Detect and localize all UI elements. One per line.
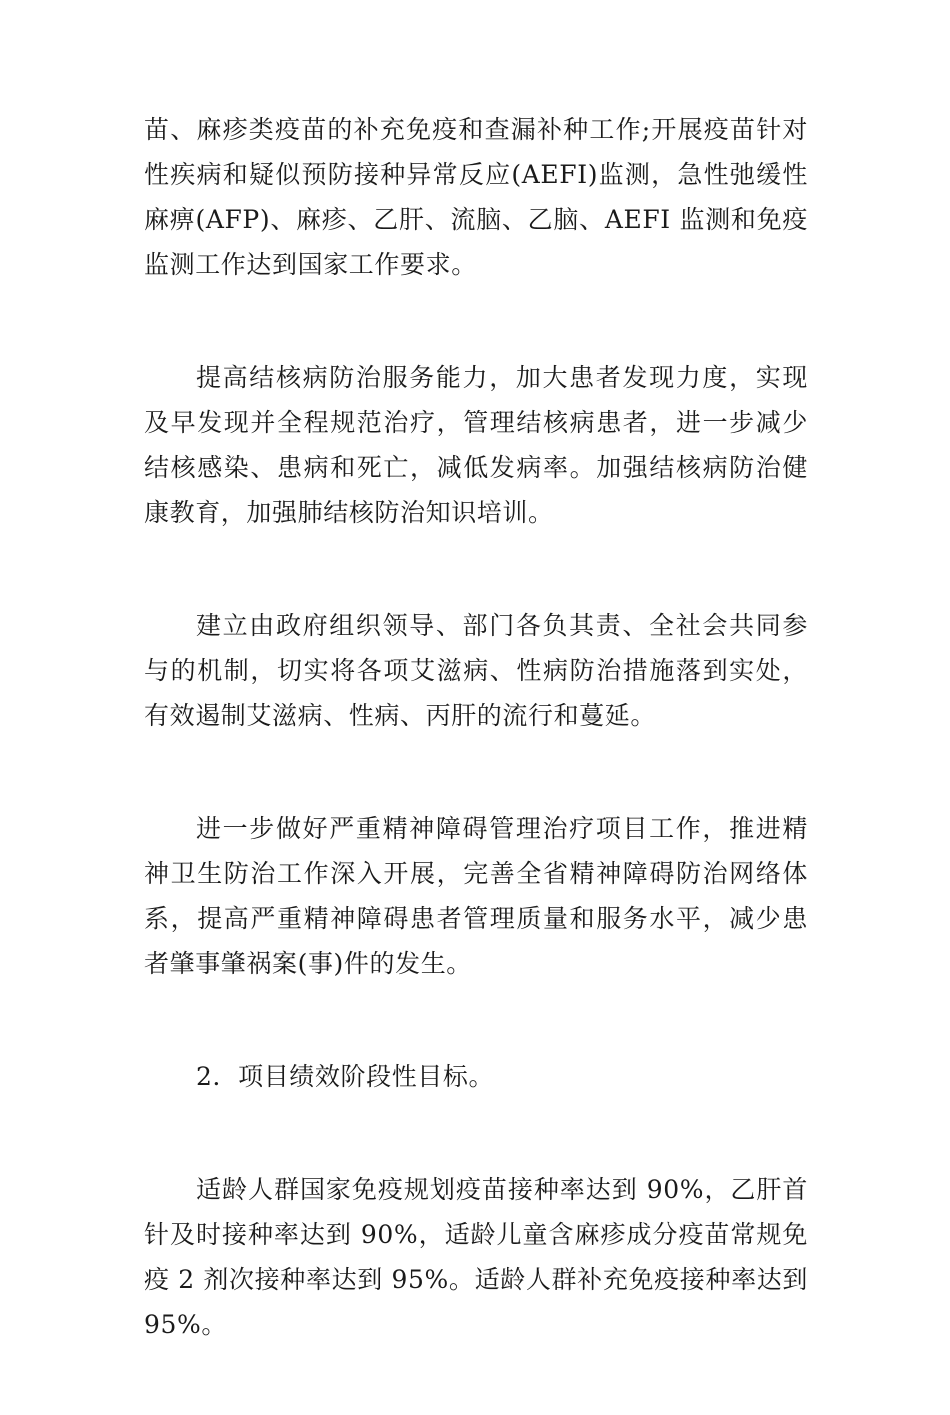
- paragraph-mental-health: 进一步做好严重精神障碍管理治疗项目工作，推进精神卫生防治工作深入开展，完善全省精神障碍防治网络体系，提高严重精神障碍患者管理质量和服务水平，减少患者肇事肇祸案(事)件的发生。: [144, 814, 808, 978]
- section-heading-phase-goals: 2．项目绩效阶段性目标。: [196, 1062, 495, 1091]
- paragraph-vaccination-rates: 适龄人群国家免疫规划疫苗接种率达到 90%，乙肝首针及时接种率达到 90%，适龄儿童含麻疹成分疫苗常规免疫 2 剂次接种率达到 95%。适龄人群补充免疫接种率达到 95%。: [144, 1175, 808, 1339]
- paragraph-aids-std: 建立由政府组织领导、部门各负其责、全社会共同参与的机制，切实将各项艾滋病、性病防治措施落到实处，有效遏制艾滋病、性病、丙肝的流行和蔓延。: [144, 611, 808, 730]
- paragraph-vaccine-monitoring: 苗、麻疹类疫苗的补充免疫和查漏补种工作;开展疫苗针对性疾病和疑似预防接种异常反应(AEFI)监测，急性弛缓性麻痹(AFP)、麻疹、乙肝、流脑、乙脑、AEFI 监测和免疫监测工作达到国家工作要求。: [144, 115, 808, 279]
- paragraph-tuberculosis: 提高结核病防治服务能力，加大患者发现力度，实现及早发现并全程规范治疗，管理结核病患者，进一步减少结核感染、患病和死亡，减低发病率。加强结核病防治健康教育，加强肺结核防治知识培训。: [144, 363, 808, 527]
- document-body: [144, 107, 808, 1415]
